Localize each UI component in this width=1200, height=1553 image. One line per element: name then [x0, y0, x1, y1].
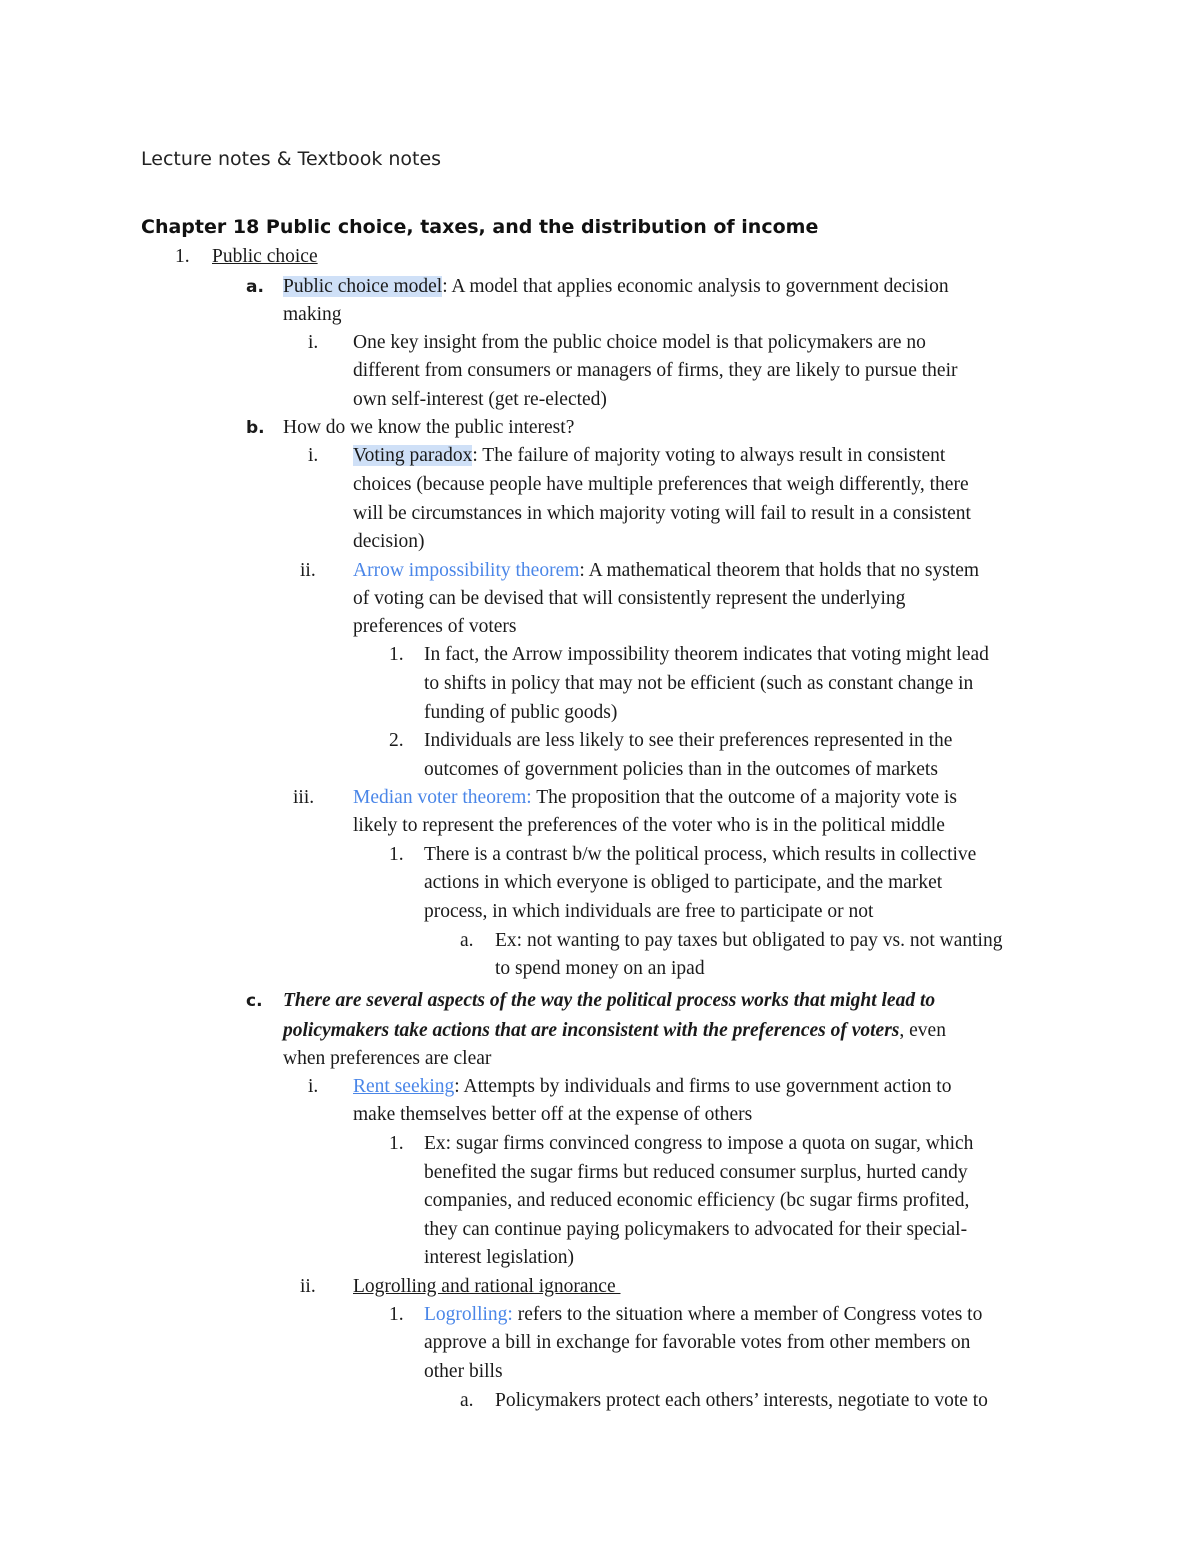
list-marker: i.	[308, 332, 319, 353]
term-rent-seeking: Rent seeking	[353, 1076, 455, 1097]
chapter-title: Chapter 18 Public choice, taxes, and the distribution of income	[141, 216, 819, 238]
term-median-voter-theorem: Median voter theorem:	[353, 787, 532, 808]
list-item-text: companies, and reduced economic efficiency (bc sugar firms profited,	[424, 1190, 970, 1211]
list-marker: i.	[308, 1076, 319, 1097]
list-item-text: How do we know the public interest?	[283, 417, 575, 438]
list-item-text: outcomes of government policies than in the outcomes of markets	[424, 759, 938, 780]
list-item-text	[424, 1301, 982, 1329]
list-marker: c.	[246, 991, 263, 1011]
list-item-text: interest legislation)	[424, 1247, 575, 1268]
list-item-text	[353, 784, 957, 812]
list-item-text: likely to represent the preferences of the voter who is in the political middle	[353, 815, 945, 836]
definition-text: : A model that applies economic analysis to government decision	[442, 276, 949, 297]
list-item-text: different from consumers or managers of firms, they are likely to pursue their	[353, 360, 958, 381]
list-marker: 1.	[175, 246, 190, 267]
list-item-text: One key insight from the public choice model is that policymakers are no	[353, 332, 926, 353]
definition-text: : The failure of majority voting to always result in consistent	[472, 445, 946, 466]
section-heading-label: Public choice	[212, 246, 318, 267]
list-item-text: making	[283, 304, 342, 325]
list-marker: a.	[460, 1390, 474, 1411]
list-item-text: when preferences are clear	[283, 1048, 492, 1069]
definition-text: : A mathematical theorem that holds that no system	[579, 560, 980, 581]
list-marker: i.	[308, 445, 319, 466]
definition-text: refers to the situation where a member of Congress votes to	[512, 1304, 983, 1325]
term-public-choice-model: Public choice model	[283, 276, 443, 297]
list-marker: 1.	[389, 1304, 404, 1325]
list-item-text: decision)	[353, 531, 425, 552]
list-marker: 2.	[389, 730, 404, 751]
list-item-text: other bills	[424, 1361, 503, 1382]
list-item-text: of voting can be devised that will consistently represent the underlying	[353, 588, 906, 609]
plain-text: , even	[899, 1020, 946, 1041]
list-item-text	[353, 1273, 621, 1301]
term-logrolling: Logrolling:	[424, 1304, 513, 1325]
list-marker: 1.	[389, 1133, 404, 1154]
list-item-text: actions in which everyone is obliged to participate, and the market	[424, 872, 943, 893]
list-item-text: There is a contrast b/w the political process, which results in collective	[424, 844, 977, 865]
list-item-text	[353, 1073, 951, 1101]
list-marker: a.	[246, 277, 264, 297]
list-item-text: own self-interest (get re-elected)	[353, 389, 607, 410]
list-item-text: will be circumstances in which majority voting will fail to result in a consistent	[353, 503, 971, 524]
list-item-text	[353, 557, 979, 585]
list-item-text: to spend money on an ipad	[495, 958, 705, 979]
term-voting-paradox: Voting paradox	[353, 445, 473, 466]
list-marker: 1.	[389, 644, 404, 665]
list-item-text: Policymakers protect each others’ interests, negotiate to vote to	[495, 1390, 988, 1411]
list-item-text	[353, 442, 945, 470]
list-item-text: choices (because people have multiple preferences that weigh differently, there	[353, 474, 969, 495]
definition-text: : Attempts by individuals and firms to use government action to	[454, 1076, 952, 1097]
list-item-text: There are several aspects of the way the political process works that might lead to	[283, 990, 936, 1011]
list-item-text: Ex: sugar firms convinced congress to impose a quota on sugar, which	[424, 1133, 974, 1154]
list-marker: b.	[246, 418, 265, 438]
list-item-text: make themselves better off at the expense of others	[353, 1104, 753, 1125]
list-marker: ii.	[300, 560, 316, 581]
list-item-text	[283, 273, 949, 301]
list-item-text: Ex: not wanting to pay taxes but obligated to pay vs. not wanting	[495, 930, 1003, 951]
list-item-text: benefited the sugar firms but reduced consumer surplus, hurted candy	[424, 1162, 968, 1183]
term-arrow-impossibility-theorem: Arrow impossibility theorem	[353, 560, 580, 581]
list-item-text: funding of public goods)	[424, 702, 618, 723]
list-item-text: they can continue paying policymakers to advocated for their special-	[424, 1219, 968, 1240]
list-marker: a.	[460, 930, 474, 951]
list-item-text: In fact, the Arrow impossibility theorem indicates that voting might lead	[424, 644, 989, 665]
section-heading	[212, 243, 318, 271]
emphasis-text: policymakers take actions that are inconsistent with the preferences of voters	[283, 1020, 900, 1041]
subsection-heading: Logrolling and rational ignorance	[353, 1276, 621, 1297]
list-item-text: approve a bill in exchange for favorable votes from other members on	[424, 1332, 971, 1353]
list-item-text: to shifts in policy that may not be efficient (such as constant change in	[424, 673, 974, 694]
list-item-text: Individuals are less likely to see their preferences represented in the	[424, 730, 953, 751]
definition-text: The proposition that the outcome of a majority vote is	[531, 787, 958, 808]
list-marker: iii.	[293, 787, 315, 808]
list-marker: 1.	[389, 844, 404, 865]
list-marker: ii.	[300, 1276, 316, 1297]
page-header: Lecture notes & Textbook notes	[141, 148, 442, 170]
list-item-text: process, in which individuals are free to participate or not	[424, 901, 874, 922]
list-item-text: preferences of voters	[353, 616, 517, 637]
list-item-text	[283, 1017, 946, 1045]
